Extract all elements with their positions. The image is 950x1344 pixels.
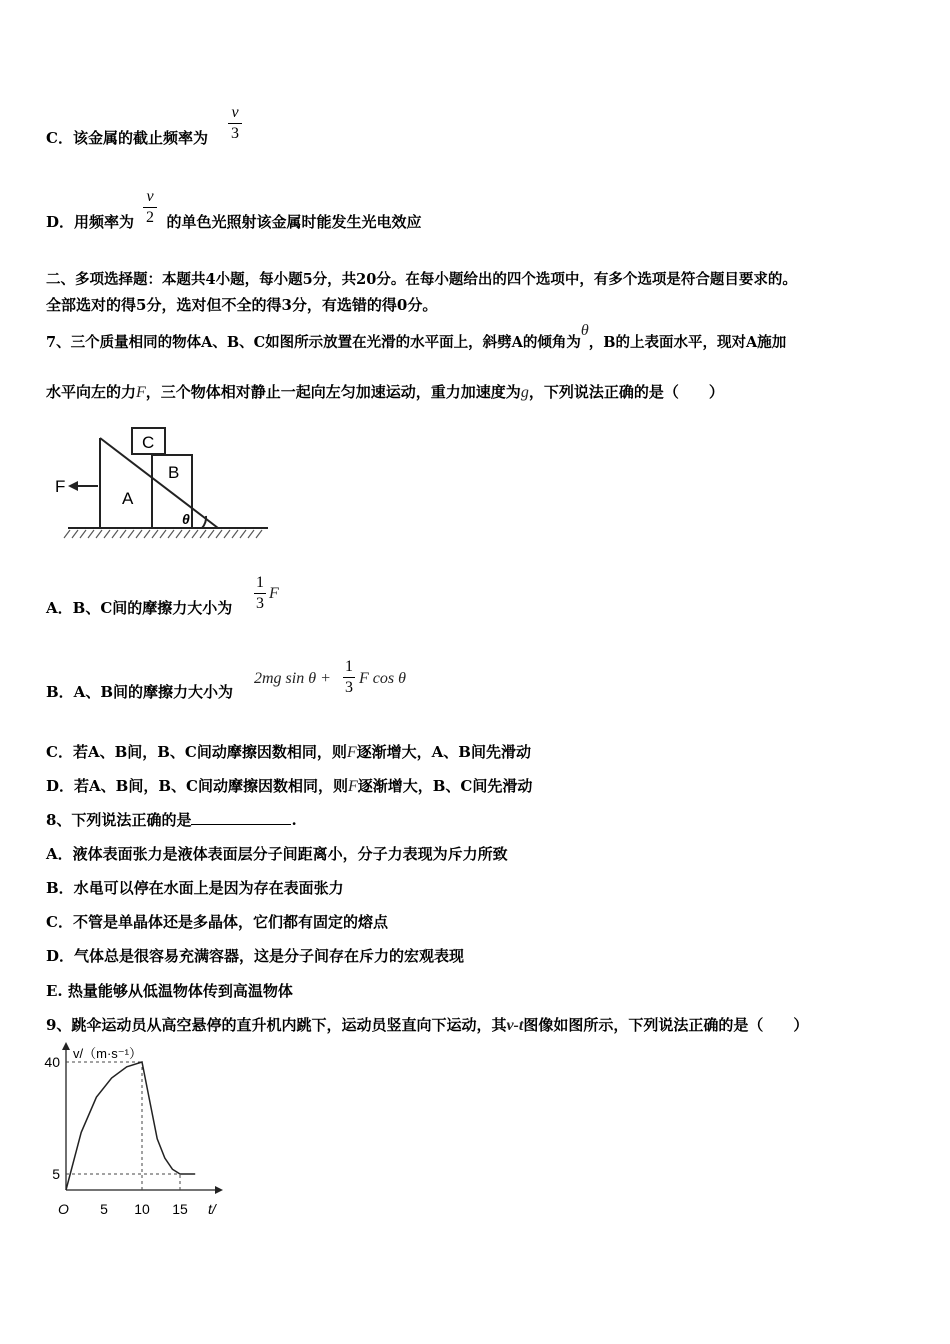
q7-stem-line1: 7、三个质量相同的物体A、B、C如图所示放置在光滑的水平面上，斜劈A的倾角为θ，B的上表面水平，现对A施加 — [46, 322, 787, 351]
q7-stem-line2: 水平向左的力F，三个物体相对静止一起向左匀加速运动，重力加速度为g，下列说法正确的是（ ） — [46, 383, 724, 401]
y-axis-label: v/（m·s⁻¹） — [73, 1046, 142, 1061]
x-axis-arrow — [215, 1186, 223, 1194]
q7-option-b: B．A、B间的摩擦力大小为 — [46, 683, 233, 701]
y-axis-arrow — [62, 1042, 70, 1050]
x-axis-label: t/ — [208, 1201, 216, 1217]
section2-line1: 二、多项选择题：本题共4小题，每小题5分，共20分。在每小题给出的四个选项中，有多个选项是符合题目要求的。 — [46, 271, 797, 288]
q8-stem: 8、下列说法正确的是 . — [46, 811, 297, 829]
section2-line2: 全部选对的得5分，选对但不全的得3分，有选错的得0分。 — [46, 296, 438, 314]
q7-option-d: D．若A、B间，B、C间动摩擦因数相同，则F逐渐增大，B、C间先滑动 — [46, 777, 533, 795]
label-a: A — [122, 489, 134, 508]
q7-option-c: C．若A、B间，B、C间动摩擦因数相同，则F逐渐增大，A、B间先滑动 — [46, 743, 531, 761]
q7-option-b-expr-b: F cos θ — [359, 670, 406, 687]
theta-symbol: θ — [580, 322, 589, 339]
answer-blank — [191, 810, 291, 825]
q8-option: D．气体总是很容易充满容器，这是分子间存在斥力的宏观表现 — [46, 947, 465, 965]
vt-graph — [40, 1040, 240, 1225]
force-arrowhead — [68, 481, 78, 491]
q6-option-d-suffix: 的单色光照射该金属时能发生光电效应 — [166, 213, 422, 231]
q8-option: B．水黾可以停在水面上是因为存在表面张力 — [46, 879, 344, 897]
q8-option: C．不管是单晶体还是多晶体，它们都有固定的熔点 — [46, 913, 388, 931]
x-tick-label: 10 — [134, 1201, 150, 1217]
q7-option-a-fraction: 1 3 — [256, 574, 264, 612]
x-tick-label: 15 — [172, 1201, 188, 1217]
y-tick-label: 5 — [52, 1166, 60, 1182]
q6-option-c-fraction: v 3 — [228, 104, 242, 143]
q7-option-a-f: F — [269, 585, 279, 602]
q6-option-d — [46, 212, 422, 232]
q7-figure — [50, 420, 280, 545]
label-f: F — [55, 477, 66, 496]
q7-option-a: A．B、C间的摩擦力大小为 — [46, 599, 233, 617]
y-tick-label: 40 — [44, 1054, 60, 1070]
label-c: C — [142, 433, 155, 452]
q6-option-d-fraction: v 2 — [143, 188, 157, 227]
label-b: B — [168, 463, 180, 482]
x-tick-label: 5 — [100, 1201, 108, 1217]
q7-option-b-fraction: 1 3 — [345, 658, 353, 696]
label-theta: θ — [182, 511, 190, 527]
q6-option-d-prefix: D．用频率为 — [46, 213, 135, 231]
q6-option-c-text: C．该金属的截止频率为 — [46, 129, 208, 147]
origin-label: O — [58, 1201, 69, 1217]
q8-option: A．液体表面张力是液体表面层分子间距离小，分子力表现为斥力所致 — [46, 845, 508, 863]
q8-option: E. 热量能够从低温物体传到高温物体 — [46, 982, 293, 1000]
q7-option-b-expr-a: 2mg sin θ + — [254, 670, 331, 687]
velocity-curve — [66, 1062, 195, 1190]
q9-stem: 9、跳伞运动员从高空悬停的直升机内跳下，运动员竖直向下运动，其v-t图像如图所示，下列说法正确的是（ ） — [46, 1016, 809, 1034]
q6-option-c — [46, 128, 208, 148]
